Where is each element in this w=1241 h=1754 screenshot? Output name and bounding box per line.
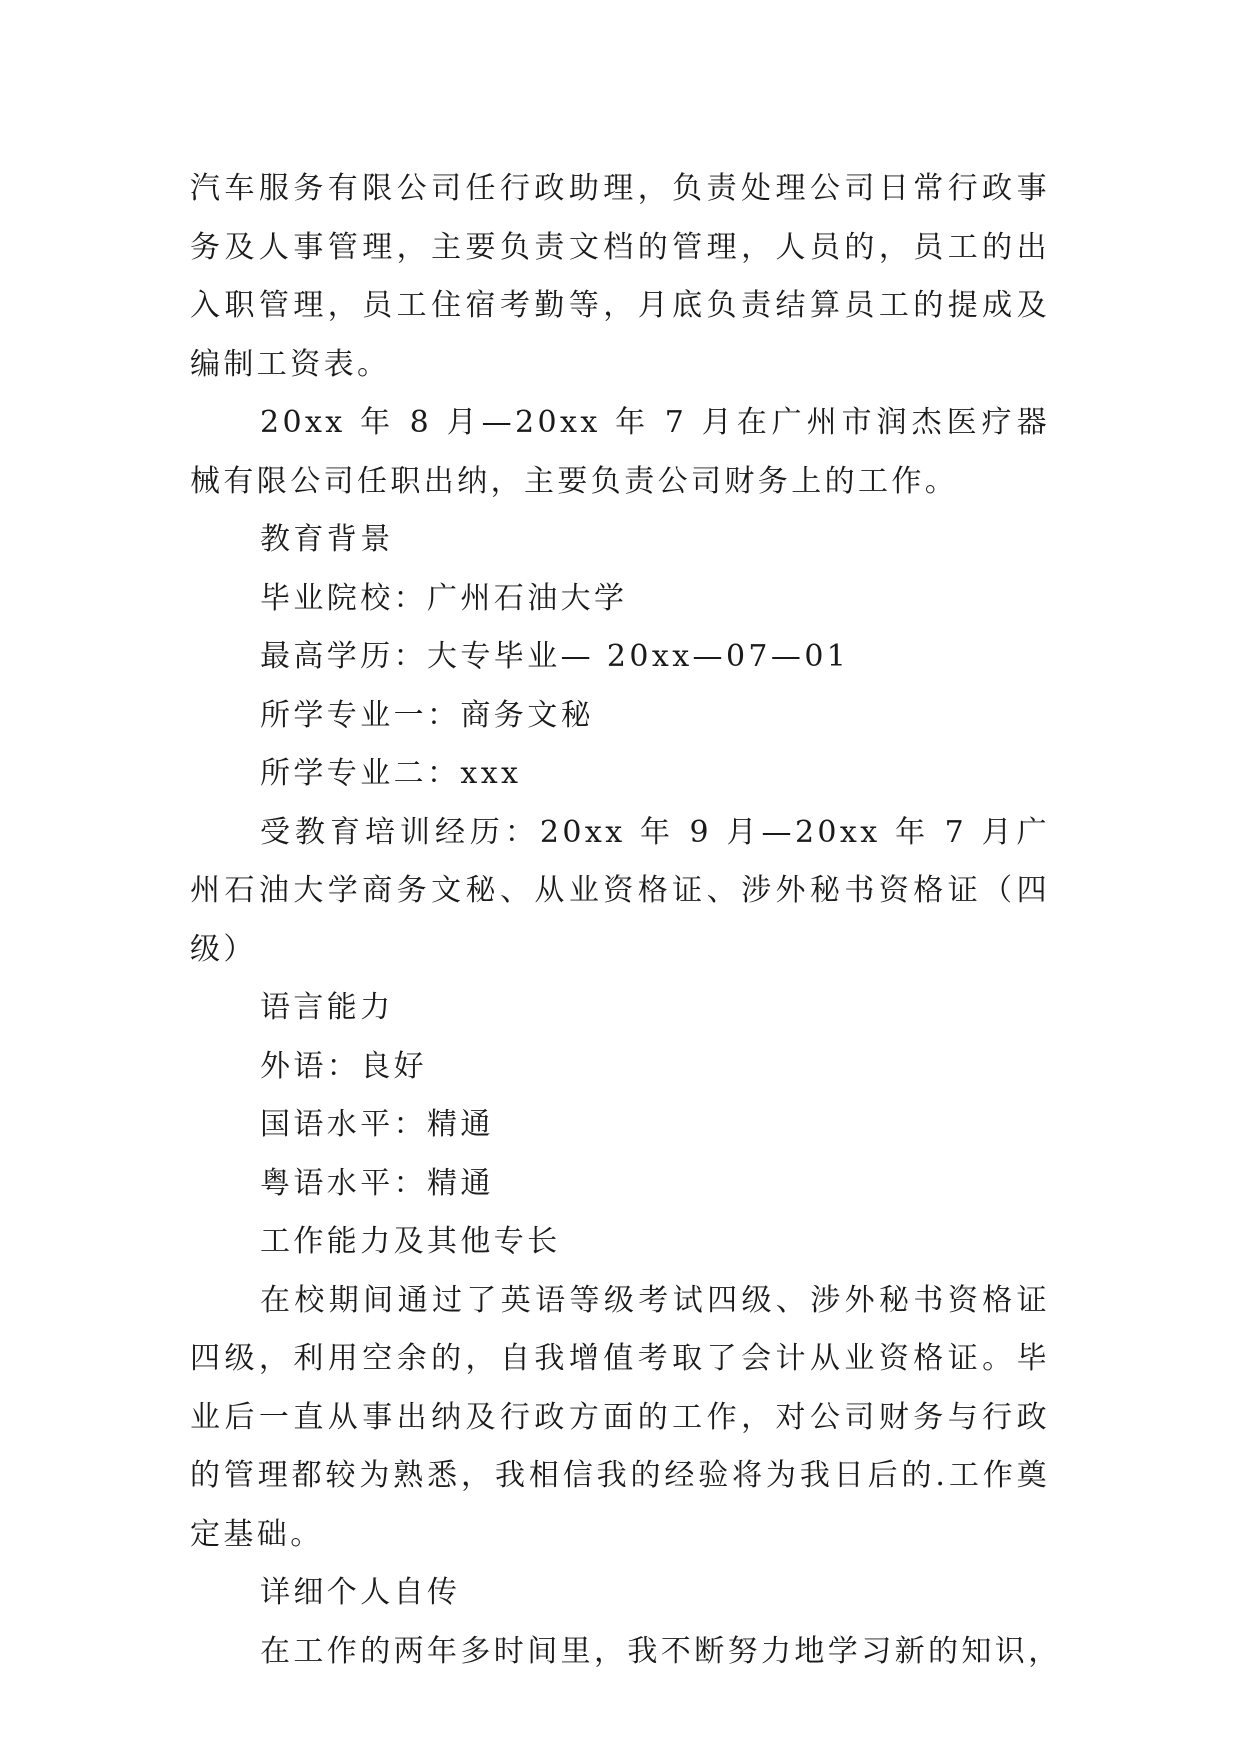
field-graduate-school: 毕业院校：广州石油大学 xyxy=(260,580,628,616)
paragraph-autobiography-start: 在工作的两年多时间里，我不断努力地学习新的知识， xyxy=(260,1633,1062,1669)
field-foreign-language: 外语：良好 xyxy=(260,1048,427,1084)
field-training-experience: 受教育培训经历：20xx 年 9 月—20xx 年 7 月广州石油大学商务文秘、从业资格证、涉外秘书资格证（四级） xyxy=(190,814,1050,967)
paragraph-work-ability: 在校期间通过了英语等级考试四级、涉外秘书资格证四级，利用空余的，自我增值考取了会计从业资格证。毕业后一直从事出纳及行政方面的工作，对公司财务与行政的管理都较为熟悉，我相信我的经验将为我日后的.工作奠定基础。 xyxy=(190,1282,1050,1552)
heading-language-ability: 语言能力 xyxy=(260,990,394,1025)
field-highest-degree: 最高学历：大专毕业— 20xx—07—01 xyxy=(260,639,850,674)
heading-education-background: 教育背景 xyxy=(260,522,394,557)
field-major-two: 所学专业二：xxx xyxy=(260,756,522,791)
field-mandarin-level: 国语水平：精通 xyxy=(260,1107,494,1142)
document-body xyxy=(190,160,1062,1681)
heading-personal-autobiography: 详细个人自传 xyxy=(260,1575,461,1610)
paragraph-work-cashier: 20xx 年 8 月—20xx 年 7 月在广州市润杰医疗器械有限公司任职出纳，主要负责公司财务上的工作。 xyxy=(190,405,1050,499)
field-major-one: 所学专业一：商务文秘 xyxy=(260,697,594,733)
heading-work-ability: 工作能力及其他专长 xyxy=(260,1224,561,1259)
paragraph-work-admin-assistant: 汽车服务有限公司任行政助理，负责处理公司日常行政事务及人事管理，主要负责文档的管理，人员的，员工的出入职管理，员工住宿考勤等，月底负责结算员工的提成及编制工资表。 xyxy=(190,171,1050,382)
field-cantonese-level: 粤语水平：精通 xyxy=(260,1165,494,1201)
